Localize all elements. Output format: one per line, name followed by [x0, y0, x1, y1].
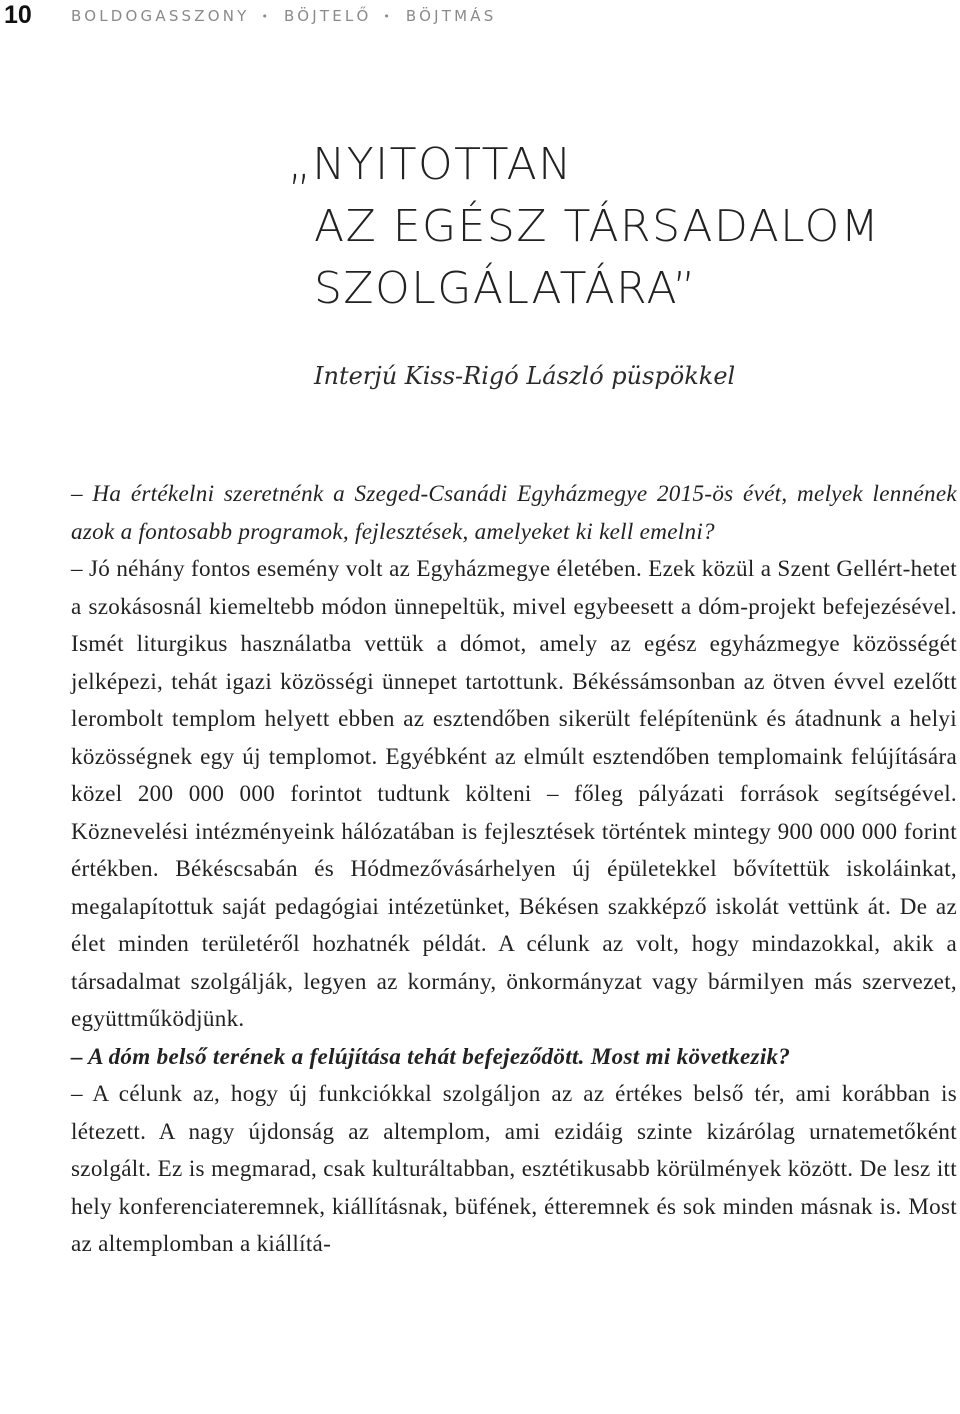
running-head-part-2: BÖJTELŐ [283, 7, 372, 25]
article-title [288, 134, 880, 320]
title-line-1: „NYITOTTAN [288, 139, 573, 190]
running-head [71, 5, 496, 29]
separator-dot: • [261, 10, 269, 23]
title-line-2: AZ EGÉSZ TÁRSADALOM [314, 201, 881, 252]
interview-answer: – A célunk az, hogy új funkciókkal szolgáljon az az értékes belső tér, ami korábban is létezett. A nagy újdonság az altemplom, ami ezidáig szinte kizárólag urnatemetőként szolgált. Ez is megmarad, csak kulturáltabban, esztétikusabb körülmények között. De lesz itt hely konferenciateremnek, kiállításnak, büfének, étteremnek és sok minden másnak is. Most az altemplomban a kiállítá- [71, 1080, 957, 1256]
separator-dot: • [383, 10, 390, 23]
article-subtitle: Interjú Kiss-Rigó László püspökkel [314, 362, 736, 390]
interview-answer: – Jó néhány fontos esemény volt az Egyházmegye életében. Ezek közül a Szent Gellért-hetet a szokásosnál kiemeltebb módon ünnepeltük, mivel egybeesett a dóm-projekt befejezésével. Ismét liturgikus használatba vettük a dómot, amely az egész egyházmegye közösségét jelképezi, tehát igazi közösségi ünnepet tartottunk. Békéssámsonban az ötven évvel ezelőtt lerombolt templom helyett ebben az esztendőben sikerült felépítenünk és átadnunk a helyi közösségnek egy új templomot. Egyébként az elmúlt esztendőben templomaink felújítására közel 200 000 000 forintot tudtunk költeni – főleg pályázati források segítségével. Köznevelési intézményeink hálózatában is fejlesztések történtek mintegy 900 000 000 forint értékben. Békéscsabán és Hódmezővásárhelyen új épületekkel bővítettük iskoláinkat, megalapítottuk saját pedagógiai intézetünket, Békésen szakképző iskolát vettünk át. De az élet minden területéről hozhatnék példát. A célunk az volt, hogy mindazokkal, akik a társadalmat szolgálják, legyen az kormány, önkormányzat vagy bármilyen más szervezet, együttműködjünk. [71, 555, 957, 1031]
title-line-3: SZOLGÁLATÁRA” [314, 263, 697, 314]
running-head-part-3: BÖJTMÁS [405, 7, 497, 25]
running-head-part-1: BOLDOGASSZONY [71, 7, 250, 25]
interview-question: – Ha értékelni szeretnénk a Szeged-Csanádi Egyházmegye 2015-ös évét, melyek lennének azok a fontosabb programok, fejlesztések, amelyeket ki kell emelni? [71, 480, 957, 544]
page-number: 10 [4, 1, 32, 29]
article-body [71, 475, 957, 1263]
interview-question: – A dóm belső terének a felújítása tehát befejeződött. Most mi következik? [71, 1042, 791, 1069]
